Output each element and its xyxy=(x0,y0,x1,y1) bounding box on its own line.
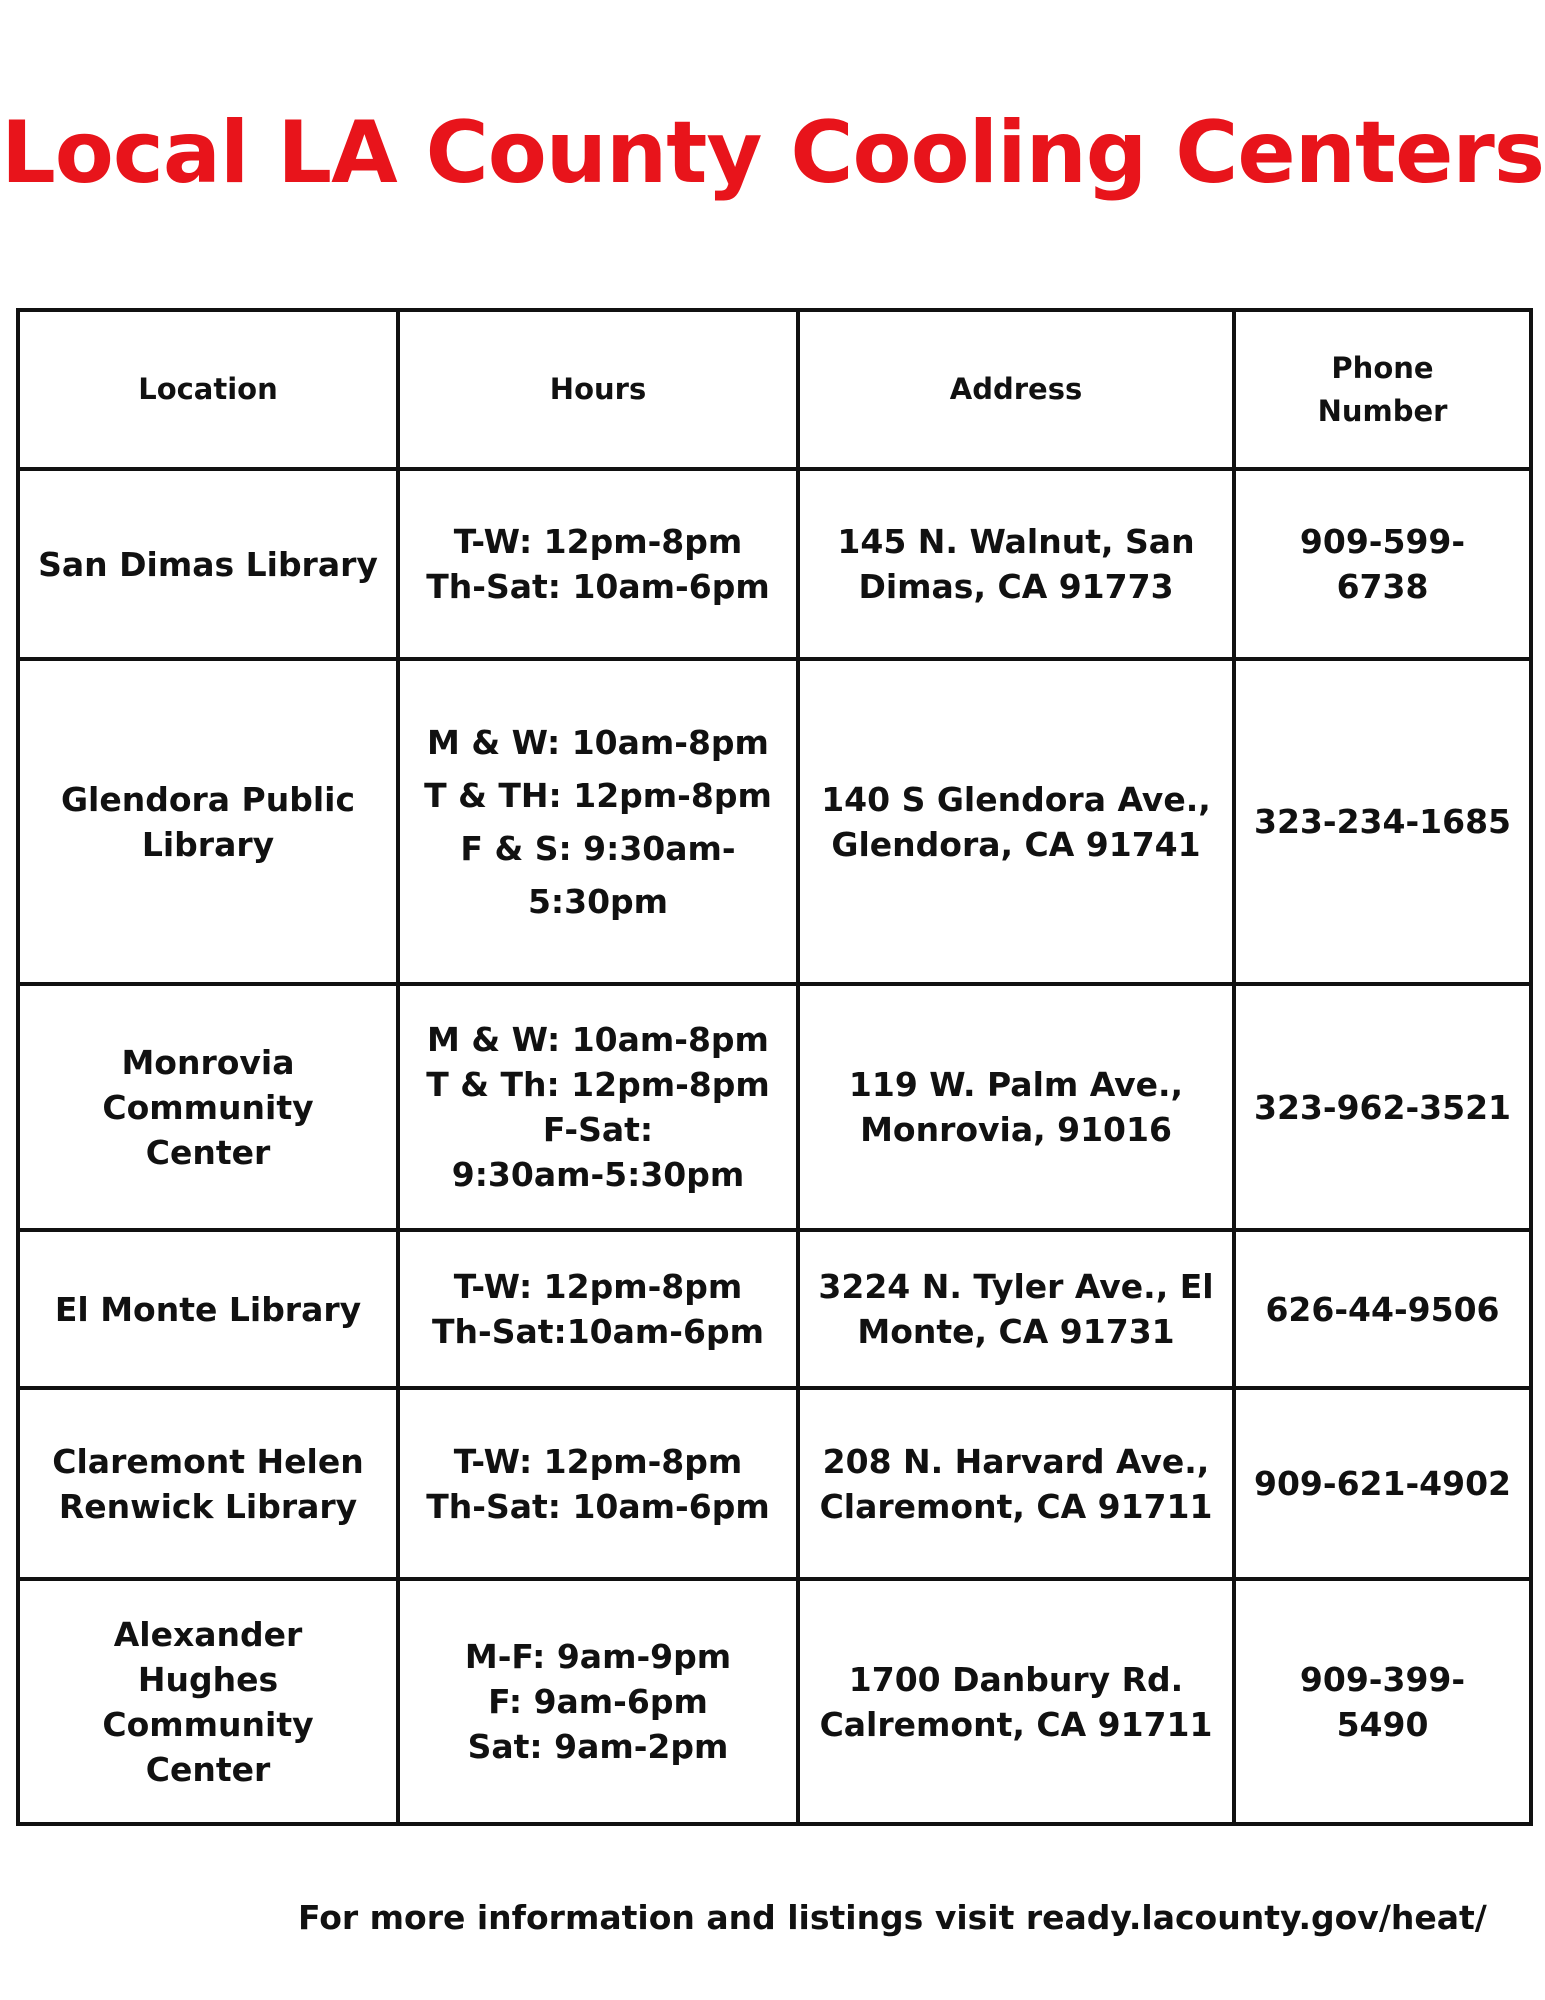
phone-line: 323-234-1685 xyxy=(1253,802,1511,841)
address-cell xyxy=(798,1230,1234,1388)
header-phone-line: Number xyxy=(1317,393,1448,428)
table-row xyxy=(18,659,1531,984)
cooling-centers-table-container xyxy=(16,308,1529,1826)
address-line: 1700 Danbury Rd. xyxy=(848,1659,1184,1699)
address-line: Calremont, CA 91711 xyxy=(819,1704,1213,1744)
location-line: Monrovia xyxy=(121,1042,295,1082)
location-line: Community xyxy=(102,1087,314,1127)
location-line: Library xyxy=(141,824,275,864)
phone-cell xyxy=(1234,1388,1531,1579)
phone-line: 909-599- xyxy=(1299,522,1466,561)
phone-cell xyxy=(1234,1579,1531,1824)
phone-cell xyxy=(1234,469,1531,659)
phone-line: 909-399- xyxy=(1299,1659,1466,1699)
hours-line: Sat: 9am-2pm xyxy=(467,1727,729,1766)
hours-line: M-F: 9am-9pm xyxy=(464,1637,732,1676)
phone-cell xyxy=(1234,1230,1531,1388)
hours-line: F: 9am-6pm xyxy=(488,1682,708,1721)
address-line: Monrovia, 91016 xyxy=(860,1110,1172,1149)
page-title: Local LA County Cooling Centers xyxy=(0,103,1545,203)
hours-cell xyxy=(398,1388,798,1579)
location-line: Glendora Public xyxy=(60,779,356,819)
hours-line: M & W: 10am-8pm xyxy=(427,1020,769,1059)
location-line: Claremont Helen xyxy=(52,1441,364,1481)
location-line: El Monte Library xyxy=(54,1289,362,1329)
address-line: 145 N. Walnut, San xyxy=(837,522,1195,561)
phone-cell xyxy=(1234,984,1531,1230)
hours-line: Th-Sat:10am-6pm xyxy=(432,1312,764,1351)
phone-line: 323-962-3521 xyxy=(1253,1087,1511,1127)
hours-cell xyxy=(398,1230,798,1388)
hours-line: F-Sat: xyxy=(542,1110,654,1149)
hours-line: 5:30pm xyxy=(527,881,669,921)
table-row xyxy=(18,1230,1531,1388)
footer-info-text: For more information and listings visit ready.lacounty.gov/heat/ xyxy=(298,1898,1487,1937)
header-address: Address xyxy=(798,310,1234,469)
header-phone-number xyxy=(1234,310,1531,469)
hours-line: T-W: 12pm-8pm xyxy=(453,522,743,561)
hours-cell xyxy=(398,469,798,659)
hours-line: F & S: 9:30am- xyxy=(460,828,736,868)
address-line: Glendora, CA 91741 xyxy=(831,824,1201,864)
address-cell xyxy=(798,984,1234,1230)
location-line: Renwick Library xyxy=(58,1486,358,1526)
phone-line: 626-44-9506 xyxy=(1265,1289,1500,1329)
hours-cell xyxy=(398,1579,798,1824)
address-cell xyxy=(798,469,1234,659)
table-row xyxy=(18,1388,1531,1579)
location-cell xyxy=(18,659,398,984)
location-line: Alexander xyxy=(113,1614,303,1654)
table-row xyxy=(18,984,1531,1230)
location-line: Center xyxy=(145,1749,271,1789)
address-line: Claremont, CA 91711 xyxy=(819,1486,1213,1526)
address-line: 140 S Glendora Ave., xyxy=(821,779,1211,819)
address-line: 3224 N. Tyler Ave., El xyxy=(818,1267,1214,1306)
phone-line: 6738 xyxy=(1336,567,1429,606)
cooling-centers-table xyxy=(16,308,1533,1826)
header-location: Location xyxy=(18,310,398,469)
hours-line: T & Th: 12pm-8pm xyxy=(426,1065,770,1104)
location-line: San Dimas Library xyxy=(38,544,378,584)
location-line: Community xyxy=(102,1704,314,1744)
location-cell xyxy=(18,1388,398,1579)
hours-line: Th-Sat: 10am-6pm xyxy=(426,1486,770,1526)
phone-cell xyxy=(1234,659,1531,984)
location-cell xyxy=(18,984,398,1230)
hours-cell xyxy=(398,659,798,984)
address-line: Monte, CA 91731 xyxy=(857,1312,1175,1351)
location-cell xyxy=(18,469,398,659)
phone-line: 909-621-4902 xyxy=(1253,1464,1511,1503)
table-row xyxy=(18,1579,1531,1824)
location-cell xyxy=(18,1230,398,1388)
hours-line: T-W: 12pm-8pm xyxy=(453,1441,743,1481)
address-line: 119 W. Palm Ave., xyxy=(848,1065,1184,1104)
phone-line: 5490 xyxy=(1336,1704,1429,1744)
address-line: Dimas, CA 91773 xyxy=(858,567,1174,606)
hours-line: M & W: 10am-8pm xyxy=(427,722,769,762)
hours-line: 9:30am-5:30pm xyxy=(451,1155,745,1194)
location-cell xyxy=(18,1579,398,1824)
table-row xyxy=(18,469,1531,659)
location-line: Center xyxy=(145,1132,271,1172)
address-cell xyxy=(798,1388,1234,1579)
header-hours: Hours xyxy=(398,310,798,469)
address-cell xyxy=(798,659,1234,984)
hours-cell xyxy=(398,984,798,1230)
address-cell xyxy=(798,1579,1234,1824)
hours-line: Th-Sat: 10am-6pm xyxy=(426,567,770,606)
table-header-row xyxy=(18,310,1531,469)
hours-line: T-W: 12pm-8pm xyxy=(453,1267,743,1306)
location-line: Hughes xyxy=(137,1659,279,1699)
address-line: 208 N. Harvard Ave., xyxy=(822,1441,1210,1481)
hours-line: T & TH: 12pm-8pm xyxy=(424,775,772,815)
header-phone-line: Phone xyxy=(1331,350,1434,385)
